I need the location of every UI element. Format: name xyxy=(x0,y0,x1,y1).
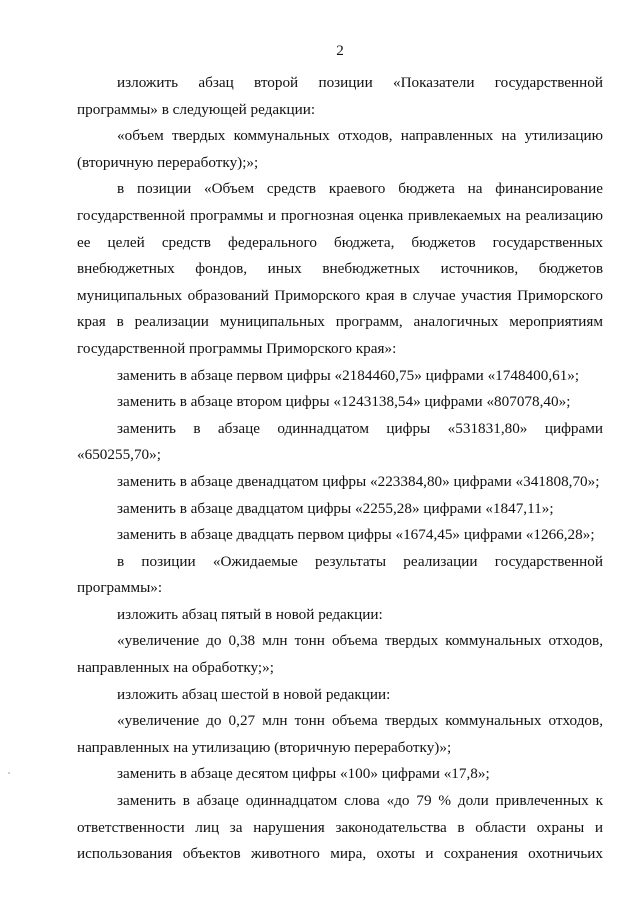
paragraph-15: заменить в абзаце десятом цифры «100» цифрами «17,8»; xyxy=(117,765,490,783)
paragraph-8: заменить в абзаце двадцатом цифры «2255,28» цифрами «1847,11»; xyxy=(117,499,554,517)
paragraph-12: «увеличение до 0,38 млн тонн объема твердых коммунальных отходов, направленных на обработку;»; xyxy=(77,632,603,677)
paragraph-4: заменить в абзаце первом цифры «2184460,75» цифрами «1748400,61»; xyxy=(117,366,580,384)
paragraph-2: «объем твердых коммунальных отходов, направленных на утилизацию (вторичную переработку);»; xyxy=(77,127,603,171)
paragraph-5: заменить в абзаце втором цифры «1243138,54» цифрами «807078,40»; xyxy=(117,393,571,411)
paragraph-16: заменить в абзаце одиннадцатом слова «до 79 % доли привлеченных к ответственности лиц за нарушения законодательства в области охраны и использования объектов животного мира, охоты и сохранения охотничьих xyxy=(77,792,603,863)
paragraph-3: в позиции «Объем средств краевого бюджета на финансирование государственной программы и прогнозная оценка привлекаемых на реализацию ее целей средств федерального бюджета, бюджетов государственных внебюджетных фондов, иных внебюджетных источников, бюджетов муниципальных образований Приморского края в случае участия Приморского края в реализации муниципальных программ, аналогичных мероприятиям государственной программы Приморского края»: xyxy=(77,180,603,357)
paragraph-11: изложить абзац пятый в новой редакции: xyxy=(117,605,383,623)
paragraph-14: «увеличение до 0,27 млн тонн объема твердых коммунальных отходов, направленных на утилизацию (вторичную переработку)»; xyxy=(77,712,603,756)
paragraph-10: в позиции «Ожидаемые результаты реализации государственной программы»: xyxy=(77,552,603,597)
page-number: 2 xyxy=(336,42,344,59)
paragraph-13: изложить абзац шестой в новой редакции: xyxy=(117,685,391,703)
paragraph-9: заменить в абзаце двадцать первом цифры «1674,45» цифрами «1266,28»; xyxy=(117,526,595,544)
scan-speck xyxy=(8,772,10,774)
paragraph-1: изложить абзац второй позиции «Показатели государственной программы» в следующей редакции: xyxy=(77,74,603,118)
paragraph-7: заменить в абзаце двенадцатом цифры «223384,80» цифрами «341808,70»; xyxy=(117,472,600,490)
paragraph-6: заменить в абзаце одиннадцатом цифры «531831,80» цифрами «650255,70»; xyxy=(77,419,603,464)
